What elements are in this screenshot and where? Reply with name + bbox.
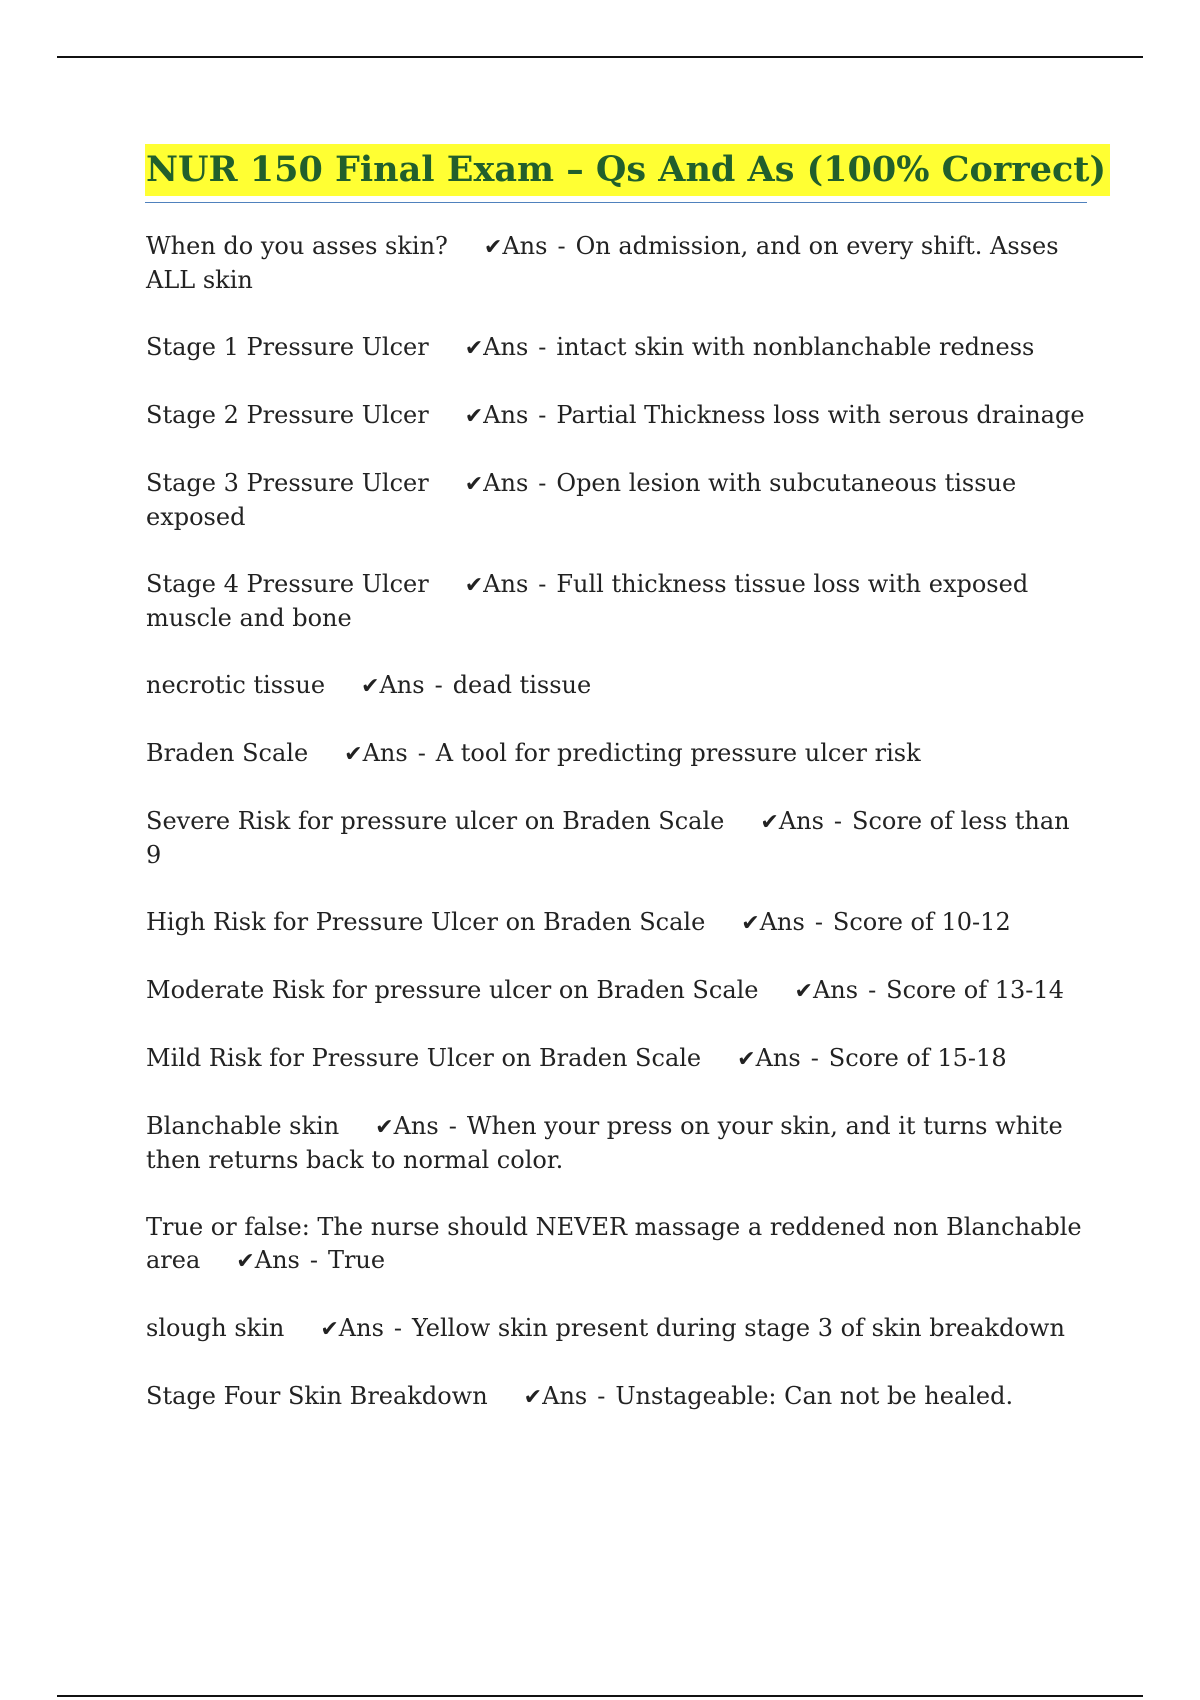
answer-prefix: Ans: [483, 469, 529, 497]
question-text: Stage 1 Pressure Ulcer: [146, 333, 429, 361]
checkmark-icon: ✔: [737, 1047, 756, 1072]
checkmark-icon: ✔: [344, 742, 363, 767]
checkmark-icon: ✔: [464, 336, 484, 361]
qa-item: [146, 1042, 1086, 1076]
answer-separator: -: [538, 570, 547, 598]
checkmark-icon: ✔: [464, 404, 484, 429]
checkmark-icon: ✔: [375, 1115, 394, 1140]
question-text: When do you asses skin?: [146, 232, 448, 260]
page-top-rule: [57, 56, 1143, 58]
answer-separator: -: [393, 1314, 402, 1342]
answer-separator: -: [833, 807, 843, 835]
qa-item: [146, 1211, 1086, 1278]
qa-item: [146, 399, 1086, 433]
answer-text: Score of 10-12: [832, 908, 1011, 936]
answer-text: Score of 15-18: [828, 1044, 1007, 1072]
question-text: slough skin: [146, 1314, 285, 1342]
qa-item: [146, 230, 1086, 297]
answer-text: Full thickness tissue loss with exposed muscle and bone: [146, 570, 1029, 632]
qa-item: [146, 974, 1086, 1008]
answer-separator: -: [417, 739, 426, 767]
answer-text: intact skin with nonblanchable redness: [556, 333, 1035, 361]
answer-separator: -: [538, 469, 547, 497]
answer-prefix: Ans: [502, 232, 548, 260]
answer-text: dead tissue: [452, 671, 592, 699]
checkmark-icon: ✔: [760, 810, 779, 835]
question-text: True or false: The nurse should NEVER massage a reddened non Blanchable area: [146, 1213, 1082, 1274]
answer-separator: -: [814, 908, 823, 936]
answer-prefix: Ans: [379, 671, 425, 699]
answer-separator: -: [309, 1246, 318, 1274]
answer-prefix: Ans: [338, 1314, 384, 1342]
answer-separator: -: [557, 232, 566, 260]
answer-text: True: [327, 1246, 386, 1274]
question-text: Stage Four Skin Breakdown: [146, 1382, 488, 1410]
answer-text: Score of 13-14: [886, 976, 1064, 1004]
document-title: NUR 150 Final Exam – Qs And As (100% Correct): [145, 144, 1110, 196]
title-block: [145, 144, 1107, 203]
answer-separator: -: [434, 671, 443, 699]
qa-item: [146, 737, 1086, 771]
qa-item: [146, 467, 1086, 534]
question-text: Stage 4 Pressure Ulcer: [146, 570, 429, 598]
answer-separator: -: [538, 333, 547, 361]
answer-text: When your press on your skin, and it turns white then returns back to normal color.: [146, 1112, 1063, 1174]
qa-item: [146, 1110, 1086, 1177]
qa-item: [146, 1312, 1086, 1346]
answer-text: On admission, and on every shift. Asses ALL skin: [146, 232, 1059, 294]
page-bottom-rule: [57, 1695, 1143, 1697]
answer-text: Unstageable: Can not be healed.: [615, 1382, 1014, 1410]
answer-prefix: Ans: [483, 333, 529, 361]
question-text: Mild Risk for Pressure Ulcer on Braden Scale: [146, 1044, 702, 1072]
checkmark-icon: ✔: [464, 573, 484, 598]
qa-item: [146, 1380, 1086, 1414]
answer-prefix: Ans: [812, 976, 859, 1004]
answer-separator: -: [597, 1382, 606, 1410]
checkmark-icon: ✔: [464, 472, 484, 497]
answer-text: Open lesion with subcutaneous tissue exposed: [146, 469, 1017, 531]
answer-prefix: Ans: [755, 1044, 801, 1072]
checkmark-icon: ✔: [794, 979, 813, 1004]
checkmark-icon: ✔: [320, 1317, 339, 1342]
answer-prefix: Ans: [759, 908, 805, 936]
checkmark-icon: ✔: [236, 1249, 255, 1274]
answer-separator: -: [868, 976, 877, 1004]
answer-prefix: Ans: [542, 1382, 588, 1410]
qa-item: [146, 906, 1086, 940]
question-text: High Risk for Pressure Ulcer on Braden Scale: [146, 908, 706, 936]
answer-prefix: Ans: [483, 570, 529, 598]
checkmark-icon: ✔: [361, 674, 380, 699]
answer-prefix: Ans: [483, 401, 529, 429]
qa-item: [146, 568, 1086, 635]
question-text: Moderate Risk for pressure ulcer on Braden Scale: [146, 976, 759, 1004]
question-text: Braden Scale: [146, 739, 309, 767]
answer-text: Partial Thickness loss with serous drainage: [556, 401, 1085, 429]
qa-item: [146, 331, 1086, 365]
answer-text: Yellow skin present during stage 3 of skin breakdown: [412, 1314, 1065, 1342]
answer-text: Score of less than 9: [146, 807, 1070, 869]
question-text: Stage 2 Pressure Ulcer: [146, 401, 429, 429]
answer-prefix: Ans: [362, 739, 408, 767]
answer-separator: -: [810, 1044, 819, 1072]
checkmark-icon: ✔: [523, 1385, 543, 1410]
qa-item: [146, 669, 1086, 703]
checkmark-icon: ✔: [483, 235, 503, 260]
answer-text: A tool for predicting pressure ulcer risk: [435, 739, 921, 767]
answer-prefix: Ans: [254, 1246, 300, 1274]
question-text: Stage 3 Pressure Ulcer: [146, 469, 429, 497]
qa-list: [146, 230, 1086, 1448]
question-text: necrotic tissue: [146, 671, 326, 699]
checkmark-icon: ✔: [741, 911, 760, 936]
answer-separator: -: [448, 1112, 457, 1140]
question-text: Blanchable skin: [146, 1112, 340, 1140]
question-text: Severe Risk for pressure ulcer on Braden Scale: [146, 807, 725, 835]
answer-prefix: Ans: [778, 807, 824, 835]
answer-separator: -: [538, 401, 547, 429]
answer-prefix: Ans: [393, 1112, 439, 1140]
qa-item: [146, 805, 1086, 872]
